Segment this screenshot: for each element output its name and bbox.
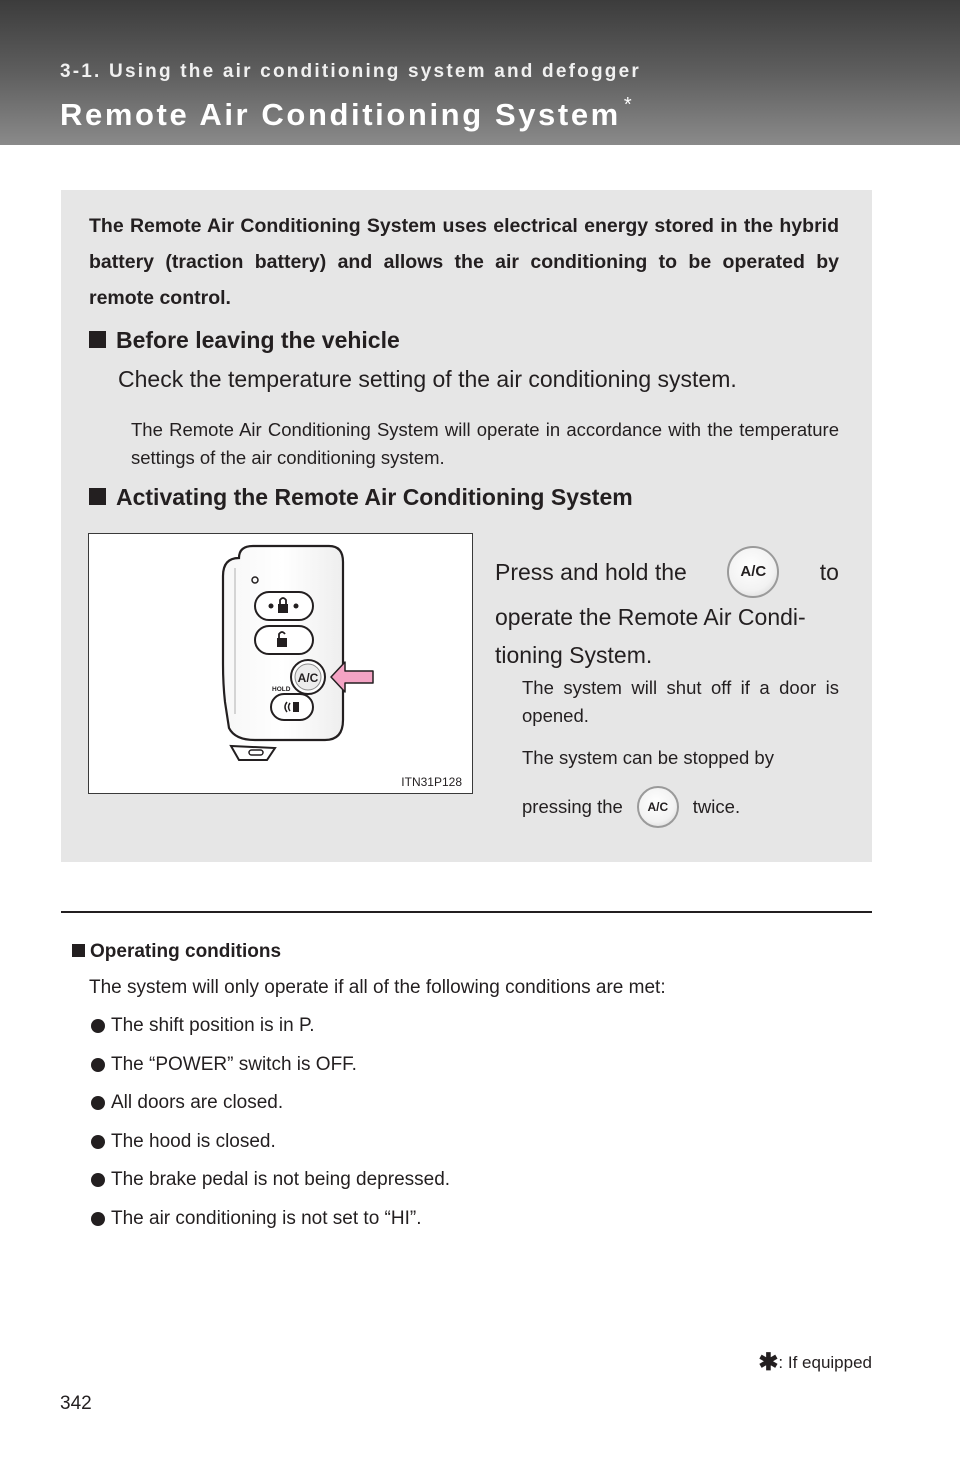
list-item xyxy=(89,1131,450,1170)
page-number: 342 xyxy=(60,1393,92,1414)
key-fob-illustration xyxy=(88,533,473,794)
list-item-text: The brake pedal is not being depressed. xyxy=(111,1169,451,1190)
bullet-icon xyxy=(91,1212,105,1226)
press-text-rest: operate the Remote Air Condi- tioning System. xyxy=(495,604,806,668)
stop-text-3: twice. xyxy=(692,796,741,817)
list-item-text: The “POWER” switch is OFF. xyxy=(111,1053,357,1075)
activation-instruction xyxy=(495,546,839,674)
list-item xyxy=(89,1208,450,1247)
ac-button-icon: A/C xyxy=(727,546,779,598)
bullet-icon xyxy=(91,1058,105,1072)
square-bullet-icon xyxy=(89,488,106,505)
press-text-2: to xyxy=(819,559,839,585)
list-item xyxy=(89,1092,450,1131)
before-leaving-note: The Remote Air Conditioning System will operate in accordance with the temperature settings of the air conditioning system. xyxy=(131,419,839,468)
figure-ac-text: A/C xyxy=(297,671,319,685)
page-header xyxy=(0,0,960,145)
list-item xyxy=(89,1054,450,1093)
list-item-text: All doors are closed. xyxy=(111,1092,284,1113)
bullet-icon xyxy=(91,1135,105,1149)
bullet-icon xyxy=(91,1173,105,1187)
activating-heading xyxy=(89,484,633,511)
footnote xyxy=(758,1348,872,1377)
section-title: 3-1. Using the air conditioning system and defogger xyxy=(60,61,641,82)
stop-text-2: pressing the xyxy=(522,796,623,817)
stop-note xyxy=(522,744,839,828)
ac-button-icon: A/C xyxy=(637,786,679,828)
bullet-icon xyxy=(91,1096,105,1110)
operating-conditions-heading xyxy=(72,941,281,963)
list-item xyxy=(89,1169,450,1208)
before-leaving-heading-text: Before leaving the vehicle xyxy=(116,327,400,353)
if-equipped-mark: * xyxy=(623,94,632,116)
figure-code: ITN31P128 xyxy=(401,775,462,789)
operating-conditions-intro: The system will only operate if all of the following conditions are met: xyxy=(89,977,666,998)
square-bullet-icon xyxy=(89,331,106,348)
list-item-text: The shift position is in P. xyxy=(111,1015,315,1036)
list-item xyxy=(89,1015,450,1054)
list-item-text: The hood is closed. xyxy=(111,1130,276,1152)
shutoff-note: The system will shut off if a door is opened. xyxy=(522,677,839,726)
page-title-text: Remote Air Conditioning System xyxy=(60,97,621,132)
bullet-icon xyxy=(91,1019,105,1033)
key-fob-icon xyxy=(89,534,472,793)
press-text-1: Press and hold the xyxy=(495,559,687,585)
page-title xyxy=(60,94,632,133)
footnote-mark: ✱ xyxy=(758,1349,779,1376)
conditions-list xyxy=(89,1015,450,1246)
list-item-text: The air conditioning is not set to “HI”. xyxy=(111,1207,422,1229)
before-leaving-heading xyxy=(89,327,400,354)
figure-hold-text: HOLD xyxy=(272,686,291,693)
operating-conditions-heading-text: Operating conditions xyxy=(90,941,282,962)
before-leaving-lead: Check the temperature setting of the air conditioning system. xyxy=(118,366,737,392)
footnote-text: : If equipped xyxy=(778,1353,872,1372)
stop-text-1: The system can be stopped by xyxy=(522,747,774,768)
intro-paragraph: The Remote Air Conditioning System uses electrical energy stored in the hybrid battery (traction battery) and allows the air conditioning to be operated by remote control. xyxy=(89,215,839,309)
square-bullet-icon xyxy=(72,944,85,957)
activating-heading-text: Activating the Remote Air Conditioning System xyxy=(116,484,633,510)
section-divider xyxy=(61,911,872,913)
